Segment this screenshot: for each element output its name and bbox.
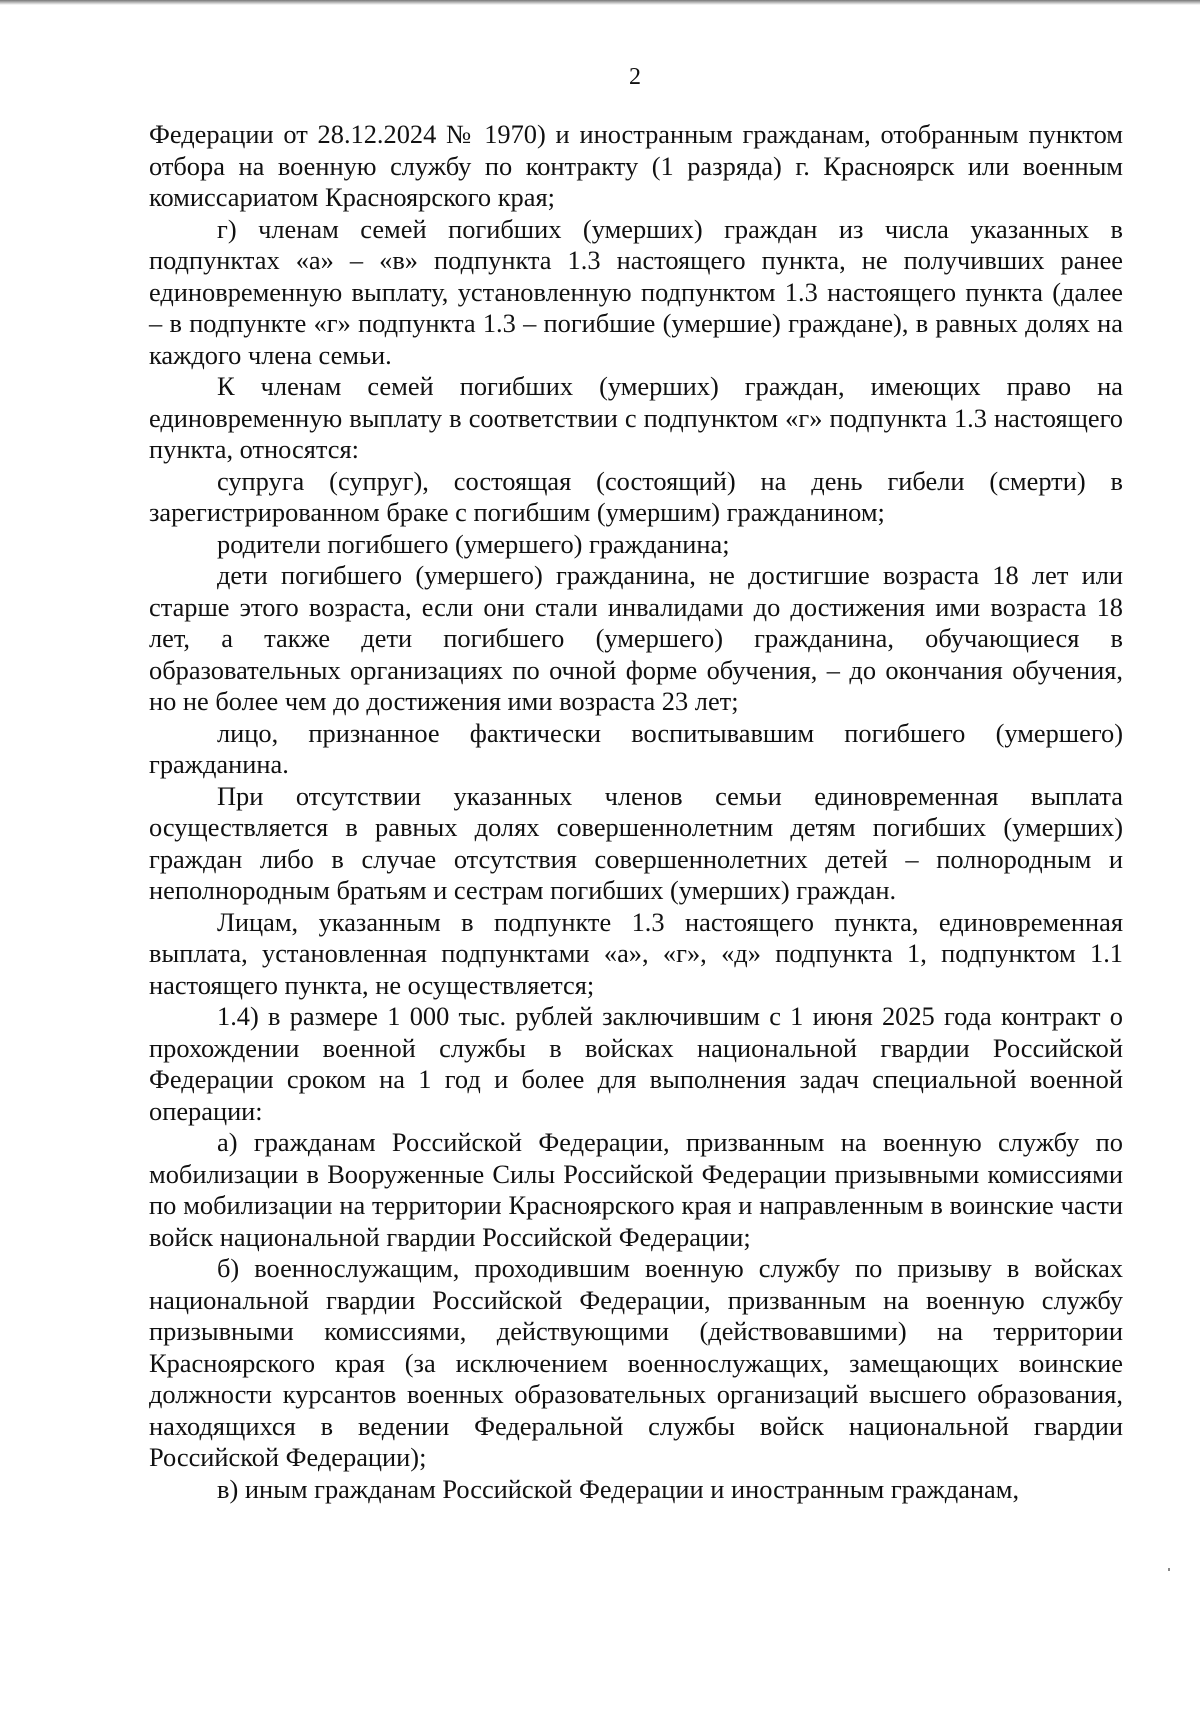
paragraph-3: К членам семей погибших (умерших) граждан, имеющих право на единовременную выплату в соответствии с подпунктом «г» подпункта 1.3 настоящего пункта, относятся: [149, 371, 1123, 464]
paragraph-12: б) военнослужащим, проходившим военную службу по призыву в войсках национальной гвардии Российской Федерации, призванным на военную службу призывными комиссиями, действующими (действовавшими) на территории Красноярского края (за исключением военнослужащих, замещающих воинские должности курсантов военных образовательных организаций высшего образования, находящихся в ведении Федеральной службы войск национальной гвардии Российской Федерации); [149, 1253, 1123, 1472]
paragraph-6: дети погибшего (умершего) гражданина, не достигшие возраста 18 лет или старше этого возраста, если они стали инвалидами до достижения ими возраста 18 лет, а также дети погибшего (умершего) гражданина, обучающиеся в образовательных организациях по очной форме обучения, – до окончания обучения, но не более чем до достижения ими возраста 23 лет; [149, 560, 1123, 716]
paragraph-2: г) членам семей погибших (умерших) граждан из числа указанных в подпунктах «а» – «в» подпункта 1.3 настоящего пункта, не получивших ранее единовременную выплату, установленную подпунктом 1.3 настоящего пункта (далее – в подпункте «г» подпункта 1.3 – погибшие (умершие) граждане), в равных долях на каждого члена семьи. [149, 213, 1123, 370]
paragraph-9: Лицам, указанным в подпункте 1.3 настоящего пункта, единовременная выплата, установленная подпунктами «а», «г», «д» подпункта 1, подпунктом 1.1 настоящего пункта, не осуществляется; [149, 906, 1123, 1000]
scan-top-edge [0, 0, 1200, 5]
paragraph-7: лицо, признанное фактически воспитывавшим погибшего (умершего) гражданина. [149, 717, 1123, 779]
paragraph-13: в) иным гражданам Российской Федерации и иностранным гражданам, [217, 1473, 1020, 1504]
document-body [149, 119, 1123, 1505]
scan-speck [1168, 1568, 1170, 1571]
paragraph-8: При отсутствии указанных членов семьи единовременная выплата осуществляется в равных долях совершеннолетним детям погибших (умерших) граждан либо в случае отсутствия совершеннолетних детей – полнородным и неполнородным братьям и сестрам погибших (умерших) граждан. [149, 780, 1123, 905]
paragraph-1: Федерации от 28.12.2024 № 1970) и иностранным гражданам, отобранным пунктом отбора на военную службу по контракту (1 разряда) г. Красноярск или военным комиссариатом Красноярского края; [149, 119, 1123, 212]
paragraph-4: супруга (супруг), состоящая (состоящий) на день гибели (смерти) в зарегистрированном браке с погибшим (умершим) гражданином; [149, 465, 1123, 527]
paragraph-11: а) гражданам Российской Федерации, призванным на военную службу по мобилизации в Вооруженные Силы Российской Федерации призывными комиссиями по мобилизации на территории Красноярского края и направленным в воинские части войск национальной гвардии Российской Федерации; [149, 1127, 1123, 1252]
page-number: 2 [629, 64, 641, 90]
paragraph-5: родители погибшего (умершего) гражданина; [217, 528, 730, 559]
paragraph-10: 1.4) в размере 1 000 тыс. рублей заключившим с 1 июня 2025 года контракт о прохождении военной службы в войсках национальной гвардии Российской Федерации сроком на 1 год и более для выполнения задач специальной военной операции: [149, 1001, 1123, 1126]
